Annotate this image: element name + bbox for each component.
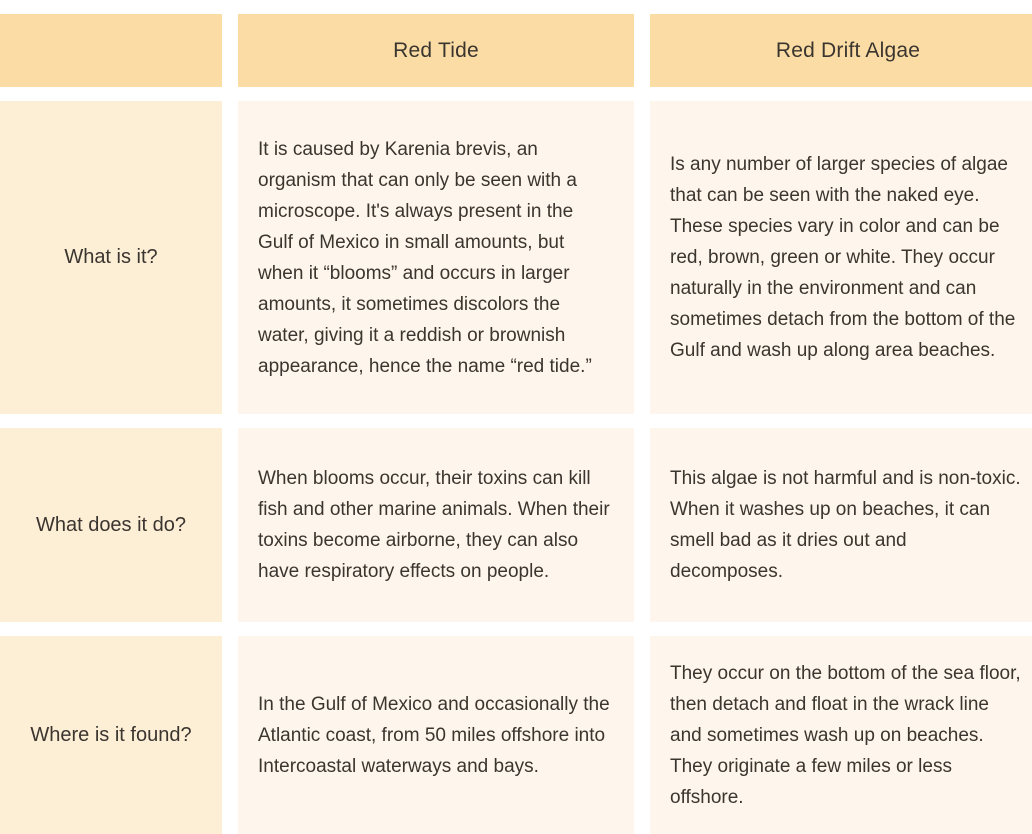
cell-text: When blooms occur, their toxins can kill fish and other marine animals. When their toxins become airborne, they can also have respiratory effects on people. <box>258 468 610 582</box>
cell-text: In the Gulf of Mexico and occasionally the Atlantic coast, from 50 miles offshore into Intercoastal waterways and bays. <box>258 693 610 777</box>
cell-text: They occur on the bottom of the sea floor, then detach and float in the wrack line and sometimes wash up on beaches. They originate a few miles or less offshore. <box>670 662 1021 808</box>
cell-red-tide-where-is-it-found <box>238 636 634 834</box>
row-label-what-does-it-do: What does it do? <box>0 428 222 622</box>
row-label-where-is-it-found: Where is it found? <box>0 636 222 834</box>
cell-text: Is any number of larger species of algae that can be seen with the naked eye. These species vary in color and can be red, brown, green or white. They occur naturally in the environment and can sometimes detach from the bottom of the Gulf and wash up along area beaches. <box>670 154 1016 361</box>
column-header-red-tide: Red Tide <box>238 14 634 87</box>
column-header-red-drift-algae: Red Drift Algae <box>650 14 1032 87</box>
cell-red-drift-algae-what-is-it <box>650 101 1032 414</box>
cell-red-tide-what-is-it <box>238 101 634 414</box>
cell-text: This algae is not harmful and is non-toxic. When it washes up on beaches, it can smell bad as it dries out and decomposes. <box>670 468 1021 582</box>
cell-text: It is caused by Karenia brevis, an organism that can only be seen with a microscope. It's always present in the Gulf of Mexico in small amounts, but when it “blooms” and occurs in larger amounts, it sometimes discolors the water, giving it a reddish or brownish appearance, hence the name “red tide.” <box>258 138 592 377</box>
cell-red-drift-algae-what-does-it-do <box>650 428 1032 622</box>
table-corner-cell <box>0 14 222 87</box>
row-label-what-is-it: What is it? <box>0 101 222 414</box>
cell-red-drift-algae-where-is-it-found <box>650 636 1032 834</box>
cell-red-tide-what-does-it-do <box>238 428 634 622</box>
